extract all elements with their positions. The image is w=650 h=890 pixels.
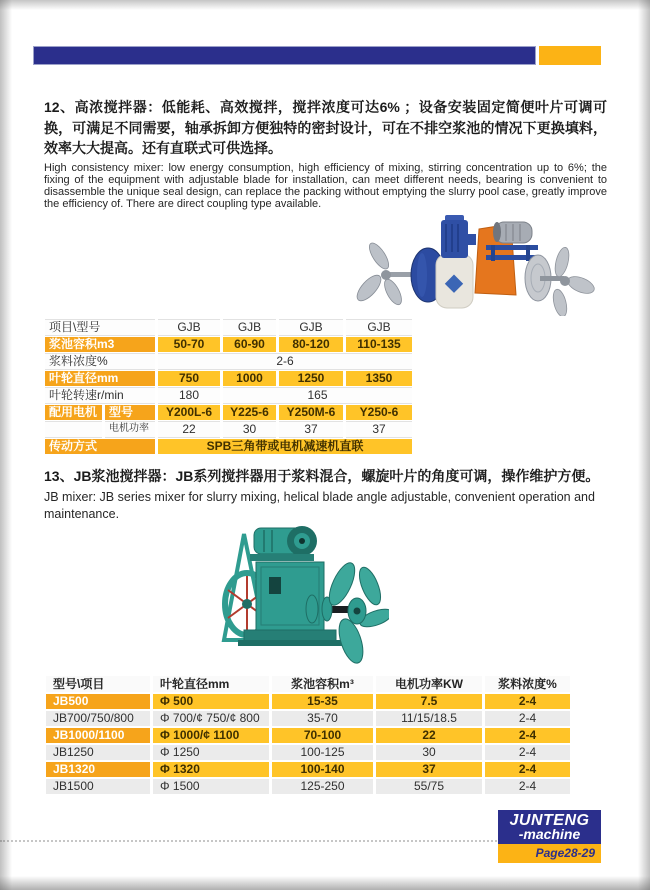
t2-model-cell: JB1250: [46, 745, 150, 760]
t1-sub-cell: 电机功率: [105, 421, 155, 438]
t2-cell: 2-4: [485, 728, 570, 743]
section-13-chinese-text: 13、JB浆池搅拌器：JB系列搅拌器用于浆料混合，螺旋叶片的角度可调，操作维护方便。: [44, 468, 600, 484]
t1-value-cell: Y250M-6: [279, 405, 343, 420]
t2-header-cell: 叶轮直径mm: [153, 676, 269, 692]
table-row: [46, 711, 570, 726]
brand-name-line2: -machine: [518, 826, 581, 842]
t2-header-cell: 浆池容积m³: [272, 676, 373, 692]
t1-value-cell: 1000: [223, 371, 276, 386]
table-row: [46, 779, 570, 794]
t1-value-cell: 50-70: [158, 337, 220, 352]
t1-value-cell: Y225-6: [223, 405, 276, 420]
t2-model-cell: JB1500: [46, 779, 150, 794]
t2-model-cell: JB1000/1100: [46, 728, 150, 743]
table-row: [45, 319, 412, 336]
jb-mixer-photo: [214, 522, 389, 667]
table-row: [46, 745, 570, 760]
t2-cell: Φ 1000/¢ 1100: [153, 728, 269, 743]
t1-span-cell: SPB三角带或电机减速机直联: [158, 439, 412, 454]
section-13: [44, 466, 607, 523]
section-13-english-text: JB mixer: JB series mixer for slurry mixing, helical blade angle adjustable, convenient operation and maintenance.: [44, 489, 595, 521]
brand-logo: [498, 810, 601, 863]
t1-value-cell: 1350: [346, 371, 412, 386]
t2-cell: Φ 500: [153, 694, 269, 709]
scan-edge-right: [638, 0, 650, 890]
t1-model-cell: GJB: [158, 319, 220, 336]
table-row: [45, 337, 412, 352]
t2-header-cell: 电机功率KW: [376, 676, 482, 692]
t2-cell: 35-70: [272, 711, 373, 726]
t1-value-cell: 37: [346, 421, 412, 438]
table-row: [46, 728, 570, 743]
t1-span-cell: 2-6: [158, 353, 412, 370]
t2-cell: Φ 700/¢ 750/¢ 800: [153, 711, 269, 726]
t2-cell: Φ 1320: [153, 762, 269, 777]
t1-value-cell: 22: [158, 421, 220, 438]
t2-cell: 2-4: [485, 745, 570, 760]
t2-cell: 37: [376, 762, 482, 777]
t1-label-cell: 浆料浓度%: [45, 353, 155, 370]
footer-dotted-line: [0, 840, 497, 842]
t1-label-cell: 叶轮转速r/min: [45, 387, 155, 404]
t1-value-cell: 30: [223, 421, 276, 438]
t1-label-cell: 浆池容积m3: [45, 337, 155, 352]
t2-cell: 100-140: [272, 762, 373, 777]
jb-spec-table: [43, 674, 573, 796]
t2-cell: 2-4: [485, 711, 570, 726]
t2-model-cell: JB1320: [46, 762, 150, 777]
scan-edge-left: [0, 0, 12, 890]
t2-cell: 15-35: [272, 694, 373, 709]
t1-sub-cell: 型号: [105, 405, 155, 420]
t2-cell: 2-4: [485, 762, 570, 777]
t1-corner-cell: 项目\型号: [45, 319, 155, 336]
page-number-label: Page28-29: [498, 844, 601, 863]
table-row: [45, 387, 412, 404]
section-12-english-text: High consistency mixer: low energy consumption, high efficiency of mixing, stirring concentration up to 6%; the fixing of the equipment with adjustable blade for installation, can meet different needs, bearing is convenient to disassemble the unique seal design, can replace the packing without emptying the slurry pool case, greatly improve the efficiency of. There are direct coupling type available.: [44, 161, 607, 211]
header-yellow-bar: [539, 46, 601, 65]
t1-group-cell: 配用电机: [45, 405, 102, 420]
t2-cell: 55/75: [376, 779, 482, 794]
table-row: [45, 371, 412, 386]
t2-cell: 2-4: [485, 779, 570, 794]
table-row: [45, 439, 412, 454]
t2-cell: 30: [376, 745, 482, 760]
brand-name-line1: JUNTENG: [509, 812, 590, 829]
table-row: [45, 405, 412, 420]
t2-cell: Φ 1500: [153, 779, 269, 794]
table-row: [46, 762, 570, 777]
t2-cell: 2-4: [485, 694, 570, 709]
t1-model-cell: GJB: [223, 319, 276, 336]
section-12: [44, 97, 607, 211]
t2-cell: 7.5: [376, 694, 482, 709]
header-blue-bar: [33, 46, 536, 65]
t1-value-cell: 37: [279, 421, 343, 438]
brand-logo-blue-box: [498, 810, 601, 844]
table-row: [46, 694, 570, 709]
scan-edge-top: [0, 0, 650, 10]
t2-cell: 70-100: [272, 728, 373, 743]
gjb-mixer-photo: [348, 212, 608, 316]
table-header-row: [46, 676, 570, 692]
t2-cell: 22: [376, 728, 482, 743]
gjb-spec-table: [42, 318, 415, 455]
t1-value-cell: 180: [158, 387, 220, 404]
t1-label-cell: 叶轮直径mm: [45, 371, 155, 386]
t2-header-cell: 型号\项目: [46, 676, 150, 692]
t1-value-cell: 110-135: [346, 337, 412, 352]
t1-value-cell: Y200L-6: [158, 405, 220, 420]
t1-label-cell: 传动方式: [45, 439, 155, 454]
t1-empty-cell: [45, 421, 102, 438]
t1-value-cell: Y250-6: [346, 405, 412, 420]
t1-value-cell: 80-120: [279, 337, 343, 352]
t1-value-cell: 750: [158, 371, 220, 386]
t2-model-cell: JB700/750/800: [46, 711, 150, 726]
table-row: [45, 353, 412, 370]
t2-model-cell: JB500: [46, 694, 150, 709]
t1-value-cell: 60-90: [223, 337, 276, 352]
t2-header-cell: 浆料浓度%: [485, 676, 570, 692]
table-row: [45, 421, 412, 438]
t2-cell: 100-125: [272, 745, 373, 760]
scan-edge-bottom: [0, 876, 650, 890]
t1-value-cell: 1250: [279, 371, 343, 386]
t2-cell: Φ 1250: [153, 745, 269, 760]
t1-model-cell: GJB: [346, 319, 412, 336]
t1-model-cell: GJB: [279, 319, 343, 336]
section-12-chinese-text: 12、高浓搅拌器：低能耗、高效搅拌，搅拌浓度可达6% ；设备安装固定简便叶片可调可换，可满足不同需要，轴承拆卸方便独特的密封设计，可在不排空浆池的情况下更换填料，效率大大提高。还有直联式可供选择。: [44, 99, 607, 156]
t1-span-cell: 165: [223, 387, 412, 404]
t2-cell: 11/15/18.5: [376, 711, 482, 726]
t2-cell: 125-250: [272, 779, 373, 794]
